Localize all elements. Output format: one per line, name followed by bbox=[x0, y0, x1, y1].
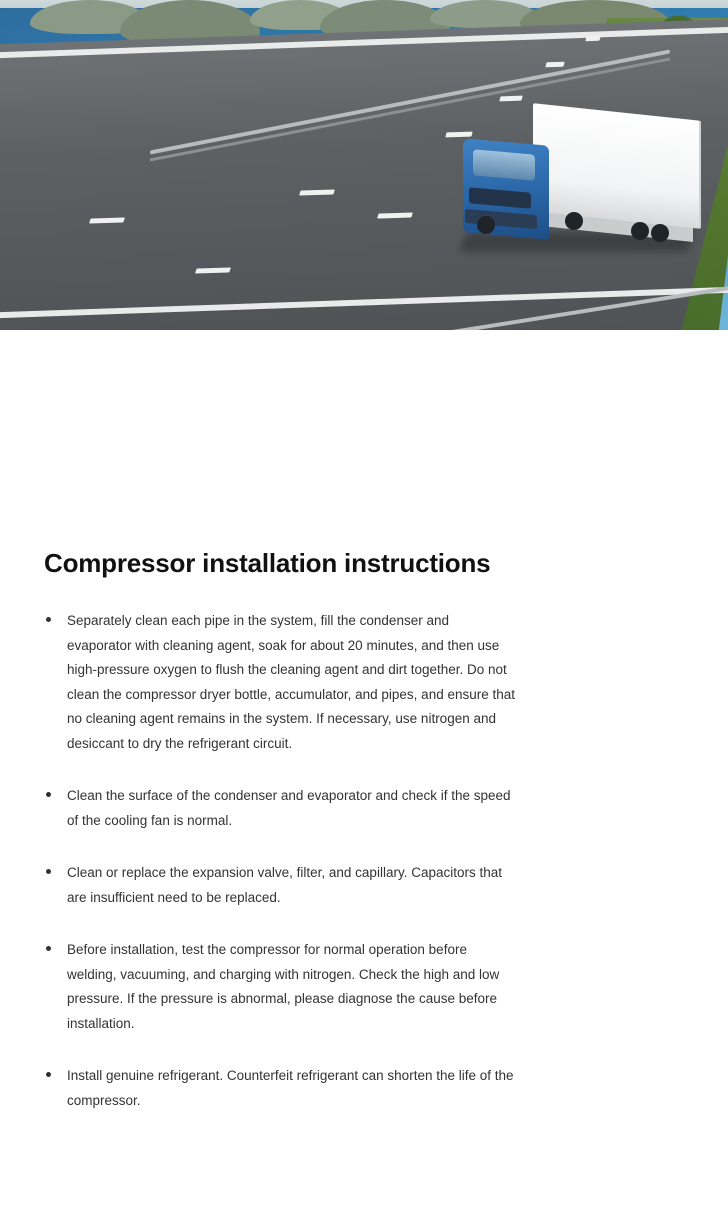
lane-dash bbox=[585, 36, 600, 41]
list-item: Separately clean each pipe in the system, fill the condenser and evaporator with cleaning agent, soak for about 20 minutes, and then use high-pressure oxygen to flush the cleaning agent and dirt together. Do not clean the compressor dryer bottle, accumulator, and pipes, and ensure that no cleaning agent remains in the system. If necessary, use nitrogen and desiccant to dry the refrigerant circuit. bbox=[44, 609, 517, 756]
trailer-wheel bbox=[631, 222, 649, 240]
hero-image bbox=[0, 0, 728, 330]
lane-dash bbox=[545, 62, 564, 68]
windshield bbox=[473, 149, 535, 180]
front-wheel bbox=[477, 216, 495, 234]
list-item: Install genuine refrigerant. Counterfeit refrigerant can shorten the life of the compressor. bbox=[44, 1064, 517, 1113]
list-item: Clean the surface of the condenser and evaporator and check if the speed of the cooling fan is normal. bbox=[44, 784, 517, 833]
document-body bbox=[0, 330, 728, 1113]
list-item: Before installation, test the compressor for normal operation before welding, vacuuming, and charging with nitrogen. Check the high and low pressure. If the pressure is abnormal, please diagnose the cause before installation. bbox=[44, 938, 517, 1036]
lane-dash bbox=[499, 96, 522, 102]
tractor-wheel bbox=[565, 212, 583, 230]
page-title: Compressor installation instructions bbox=[44, 548, 491, 578]
list-item: Clean or replace the expansion valve, filter, and capillary. Capacitors that are insufficient need to be replaced. bbox=[44, 861, 517, 910]
truck bbox=[455, 112, 695, 282]
instruction-list bbox=[44, 609, 684, 1113]
trailer-wheel bbox=[651, 224, 669, 242]
trailer bbox=[533, 103, 701, 229]
